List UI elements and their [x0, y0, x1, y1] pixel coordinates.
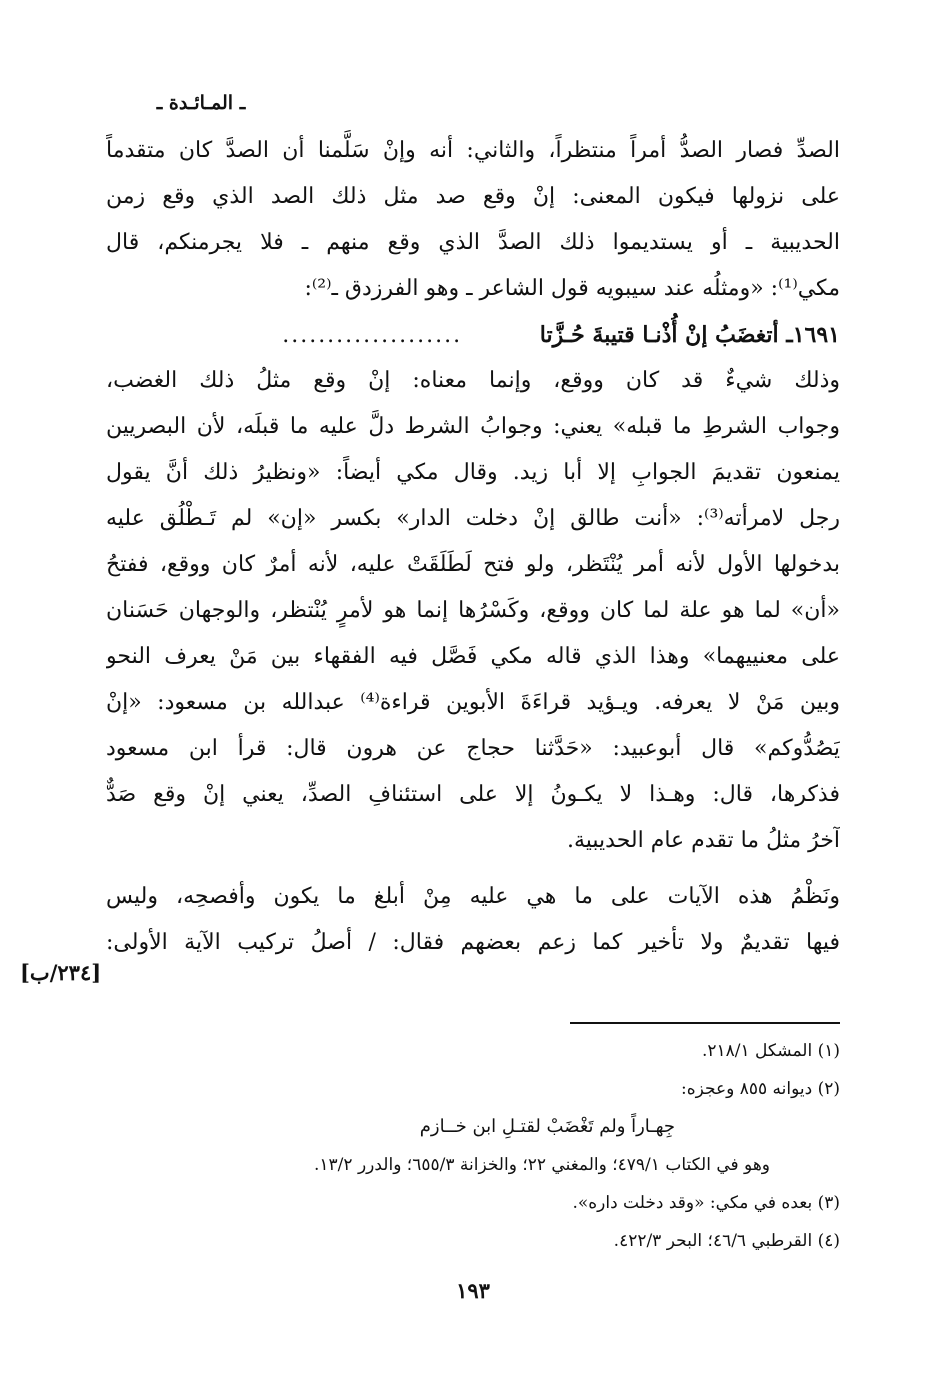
footnote: (١) المشكل ٢١٨/١.	[701, 1041, 840, 1061]
text-line: وجواب الشرطِ ما قبله» يعني: وجوابُ الشرط دلَّ عليه ما قبلَه، لأن البصريين	[106, 414, 840, 439]
text-line: ونَظْمُ هذه الآيات على ما هي عليه مِنْ أبلغ ما يكون وأفصحِه، وليس	[106, 884, 840, 909]
text-line: آخرُ مثلُ ما تقدم عام الحديبية.	[566, 828, 840, 853]
footnote: (٣) بعده في مكي: «وقد دخلت داره».	[572, 1193, 840, 1213]
page-number: ١٩٣	[456, 1278, 490, 1303]
text-line: فذكرها، قال: وهـذا لا يكـونُ إلا على استئنافِ الصدِّ، يعني إنْ وقع صَدٌّ	[106, 782, 840, 807]
text-line: وذلك شيءٌ قد كان ووقع، وإنما معناه: إنْ وقع مثلُ ذلك الغضب،	[106, 368, 840, 393]
footnote: (٢) ديوانه ٨٥٥ وعجزه:	[680, 1079, 840, 1099]
footnote-divider	[570, 1022, 840, 1024]
text-line: فيها تقديمٌ ولا تأخير كما زعم بعضهم فقال: / أصلُ تركيب الآية الأولى:	[106, 930, 840, 955]
footnote: (٤) القرطبي ٤٦/٦؛ البحر ٤٢٢/٣.	[613, 1231, 840, 1251]
footnotes	[106, 1032, 840, 1260]
verse-line	[106, 312, 840, 358]
text-line: وبين مَنْ لا يعرفه. ويـؤيد قراءَةَ الأبوين قراءة⁽⁴⁾ عبدالله بن مسعود: «إنْ	[106, 690, 840, 715]
verse-text: ١٦٩١ـ أتغضَبُ إنْ أُذْنـا قتيبةَ حُـزَّتا	[539, 322, 840, 348]
verse-ellipsis: ....................	[282, 323, 463, 348]
text-line: مكي⁽¹⁾: «ومثلُه عند سيبويه قول الشاعر ـ وهو الفرزدق ـ⁽²⁾:	[304, 276, 840, 301]
text-line: رجل لامرأته⁽³⁾: «أنت طالق إنْ دخلت الدار» بكسر «إن» لم تَـطْلُق عليه	[106, 506, 840, 531]
text-line: الصدِّ فصار الصدُّ أمراً منتظراً، والثاني: أنه وإنْ سَلَّمنا أن الصدَّ كان متقدماً	[106, 138, 840, 163]
folio-marker: [٢٣٤/ب]	[20, 960, 102, 985]
footnote-verse: جِهـاراً ولم تَغْضَبْ لقتـلِ ابن خــازم	[419, 1116, 675, 1137]
text-line: على نزولها فيكون المعنى: إنْ وقع صد مثل ذلك الصد الذي وقع زمن	[106, 184, 840, 209]
footnote-continuation: وهو في الكتاب ٤٧٩/١؛ والمغني ٢٢؛ والخزانة ٦٥٥/٣؛ والدرر ١٣/٢.	[314, 1155, 770, 1175]
text-line: على معنييهما» وهذا الذي قاله مكي فَصَّل فيه الفقهاء بين مَنْ يعرف النحو	[106, 644, 840, 669]
running-head: ـ المـائـدة ـ	[156, 92, 246, 114]
text-line: بدخولها الأول لأنه أمر يُنْتَظر، ولو فتح لَطَلَقَتْ عليه، لأنه أمرٌ كان ووقع، ففتحُ	[106, 552, 840, 577]
text-line: يَصُدُّوكم» قال أبوعبيد: «حَدَّثنا حجاج عن هرون قال: قرأ ابن مسعود	[106, 736, 840, 761]
text-line: يمنعون تقديمَ الجوابِ إلا أبا زيد. وقال مكي أيضاً: «ونظيرُ ذلك أنَّ يقول	[106, 460, 840, 485]
text-line: «أن» لما هو علة لما كان ووقع، وكَسْرُها إنما هو لأمرٍ يُنْتظر، والوجهان حَسَنان	[106, 598, 840, 623]
text-line: الحديبية ـ أو يستديموا ذلك الصدَّ الذي وقع منهم ـ فلا يجرمنكم، قال	[106, 230, 840, 255]
main-text	[106, 128, 840, 966]
